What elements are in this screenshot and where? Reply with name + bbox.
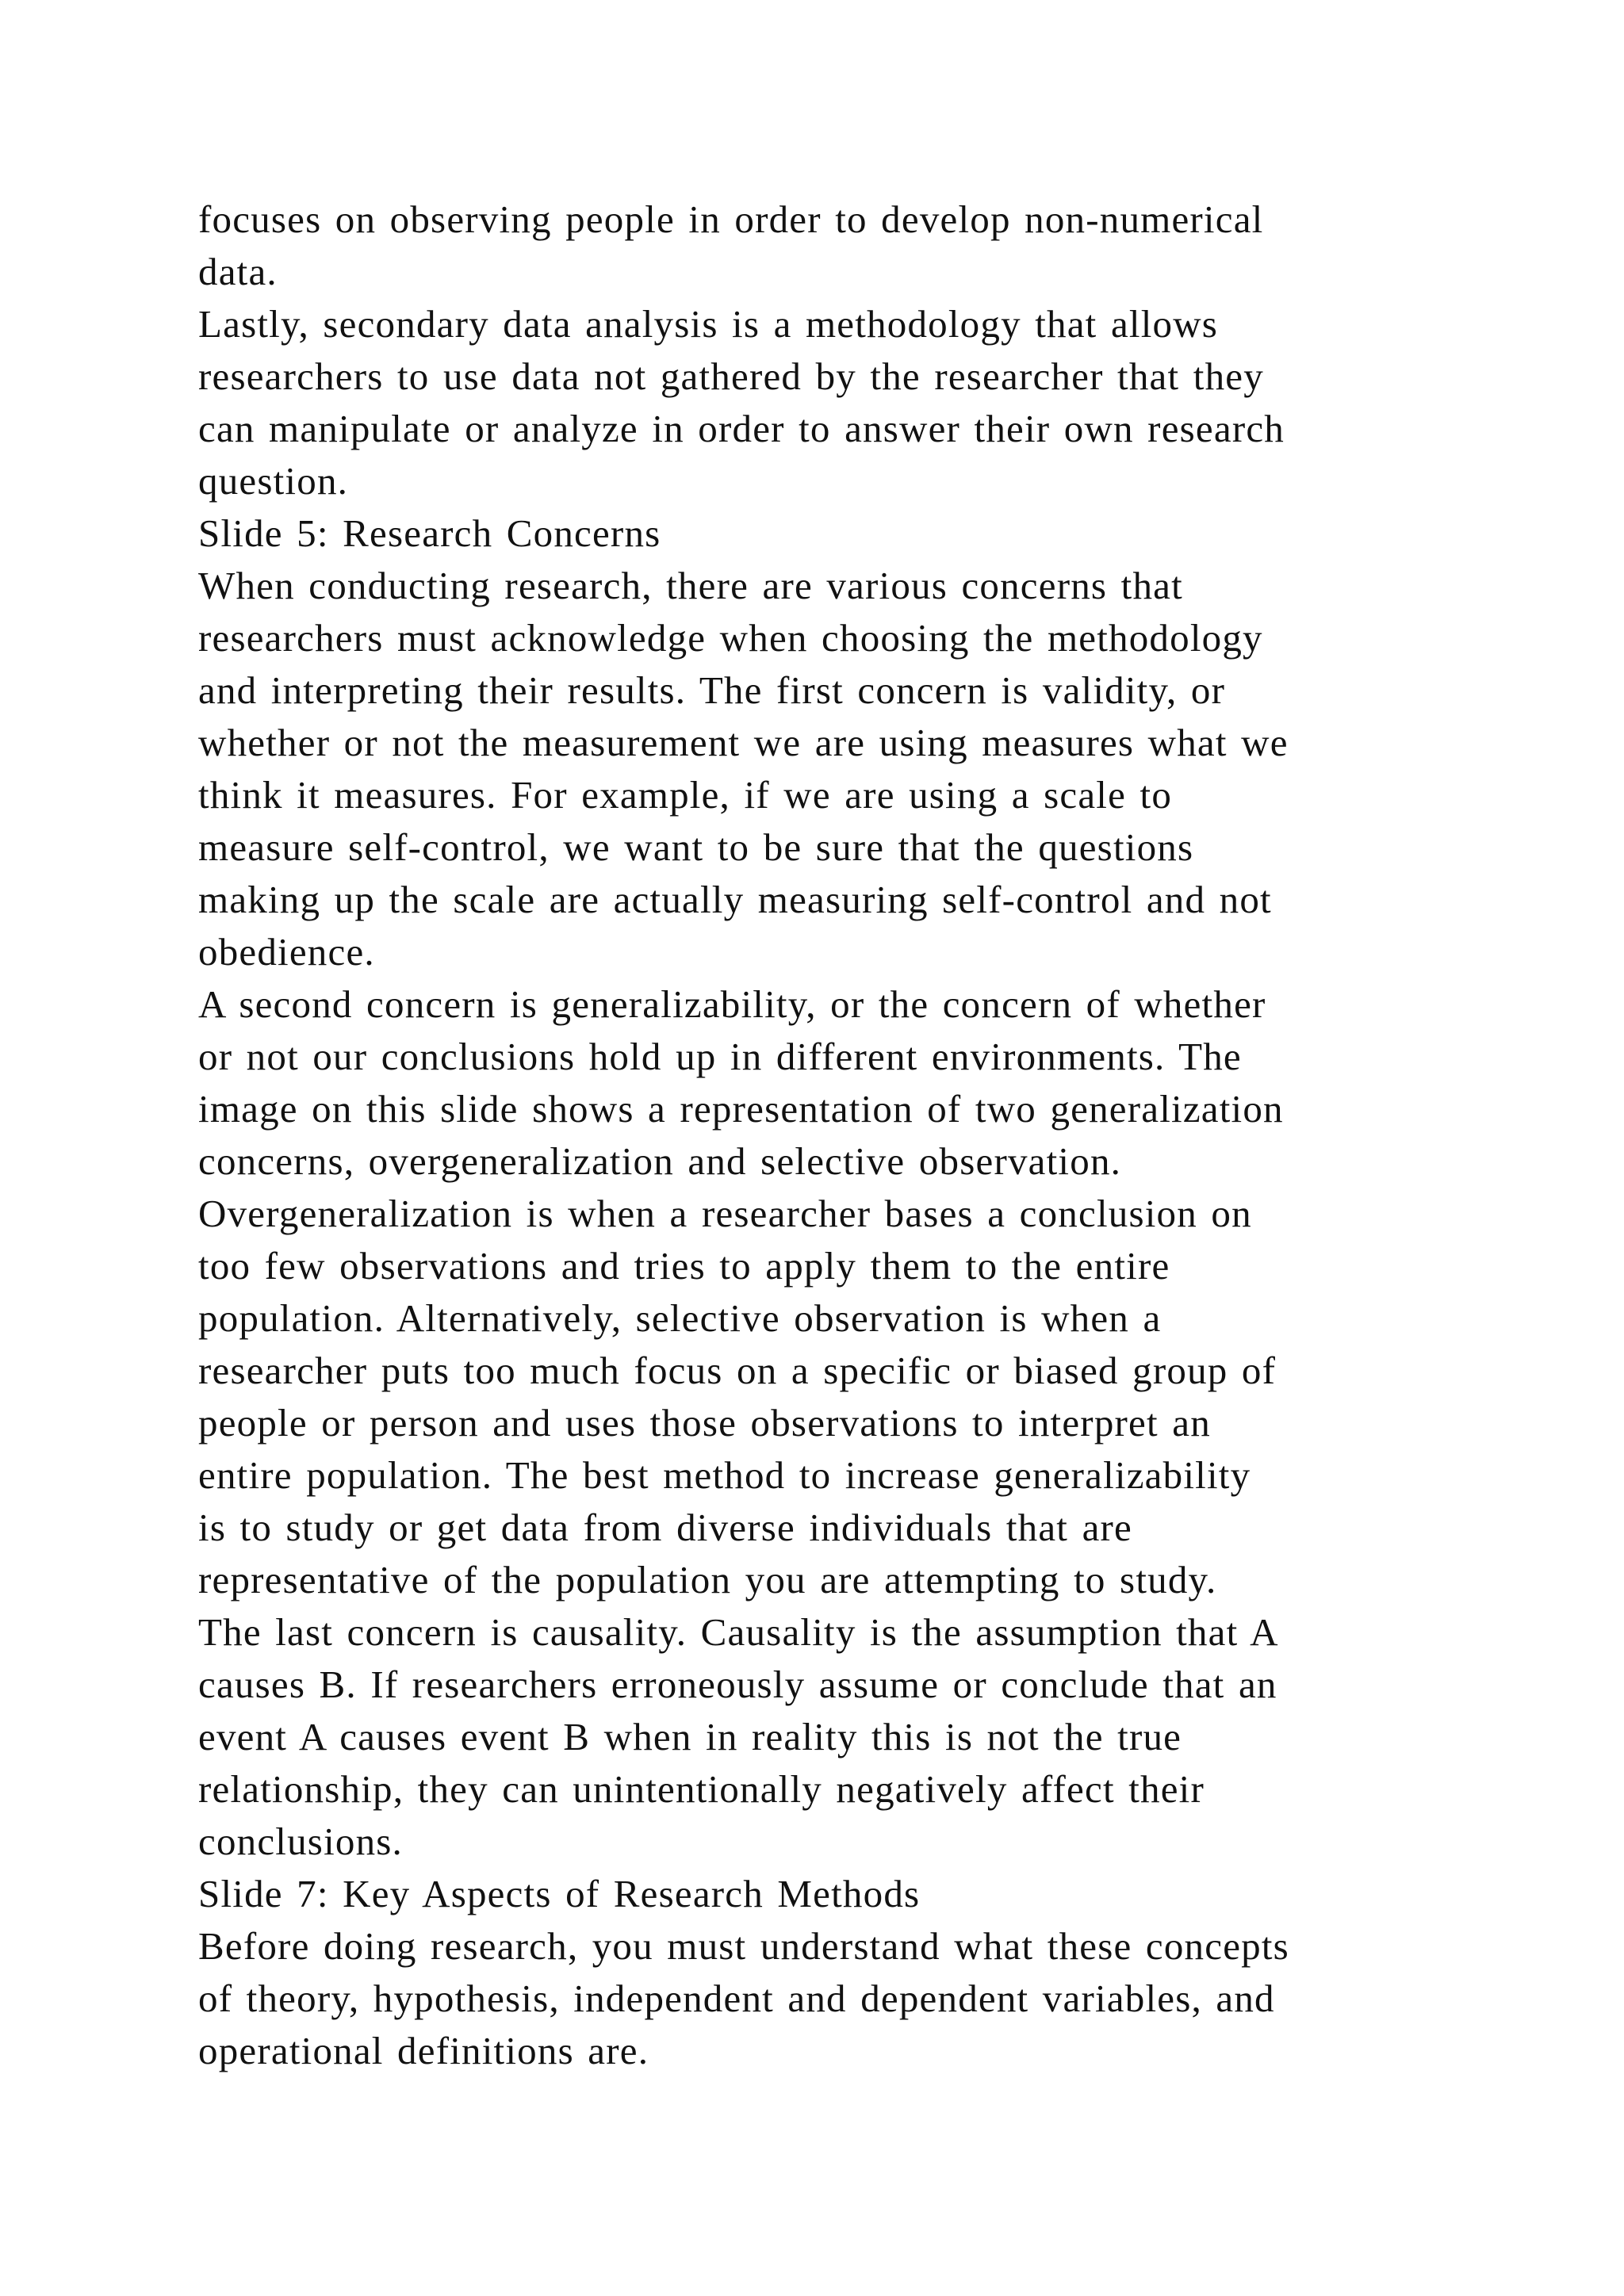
document-body-text: [198, 193, 1483, 2077]
text-line: entire population. The best method to increase generalizability: [198, 1453, 1251, 1497]
text-line: population. Alternatively, selective observation is when a: [198, 1296, 1162, 1340]
text-line: relationship, they can unintentionally negatively affect their: [198, 1767, 1205, 1811]
text-line: and interpreting their results. The first concern is validity, or: [198, 668, 1226, 712]
text-line: representative of the population you are attempting to study.: [198, 1558, 1217, 1601]
text-line: people or person and uses those observations to interpret an: [198, 1401, 1211, 1445]
text-line: researchers must acknowledge when choosing the methodology: [198, 616, 1263, 660]
text-line: Lastly, secondary data analysis is a methodology that allows: [198, 302, 1219, 346]
text-line: is to study or get data from diverse individuals that are: [198, 1506, 1132, 1549]
text-line: question.: [198, 459, 349, 503]
text-line: Before doing research, you must understand what these concepts: [198, 1924, 1289, 1968]
text-line: Overgeneralization is when a researcher bases a conclusion on: [198, 1192, 1252, 1235]
text-line: researcher puts too much focus on a specific or biased group of: [198, 1349, 1277, 1392]
text-line: operational definitions are.: [198, 2029, 649, 2072]
text-line: event A causes event B when in reality this is not the true: [198, 1715, 1182, 1758]
text-line: making up the scale are actually measuring self-control and not: [198, 878, 1272, 921]
text-line: researchers to use data not gathered by the researcher that they: [198, 354, 1264, 398]
text-line: conclusions.: [198, 1820, 404, 1863]
text-line: or not our conclusions hold up in different environments. The: [198, 1035, 1242, 1078]
text-line: The last concern is causality. Causality is the assumption that A: [198, 1610, 1279, 1654]
text-line: focuses on observing people in order to develop non-numerical: [198, 197, 1264, 241]
slide-heading: Slide 7: Key Aspects of Research Methods: [198, 1872, 921, 1915]
text-line: image on this slide shows a representation of two generalization: [198, 1087, 1284, 1131]
text-line: measure self-control, we want to be sure that the questions: [198, 825, 1194, 869]
text-line: data.: [198, 250, 278, 293]
text-line: obedience.: [198, 930, 375, 974]
text-line: think it measures. For example, if we are using a scale to: [198, 773, 1173, 817]
text-line: too few observations and tries to apply them to the entire: [198, 1244, 1170, 1288]
text-line: whether or not the measurement we are using measures what we: [198, 721, 1289, 764]
text-line: A second concern is generalizability, or the concern of whether: [198, 982, 1266, 1026]
text-line: of theory, hypothesis, independent and dependent variables, and: [198, 1976, 1275, 2020]
text-line: can manipulate or analyze in order to answer their own research: [198, 407, 1285, 450]
text-line: causes B. If researchers erroneously assume or conclude that an: [198, 1663, 1277, 1706]
text-line: When conducting research, there are various concerns that: [198, 564, 1183, 607]
slide-heading: Slide 5: Research Concerns: [198, 511, 661, 555]
text-line: concerns, overgeneralization and selective observation.: [198, 1139, 1122, 1183]
